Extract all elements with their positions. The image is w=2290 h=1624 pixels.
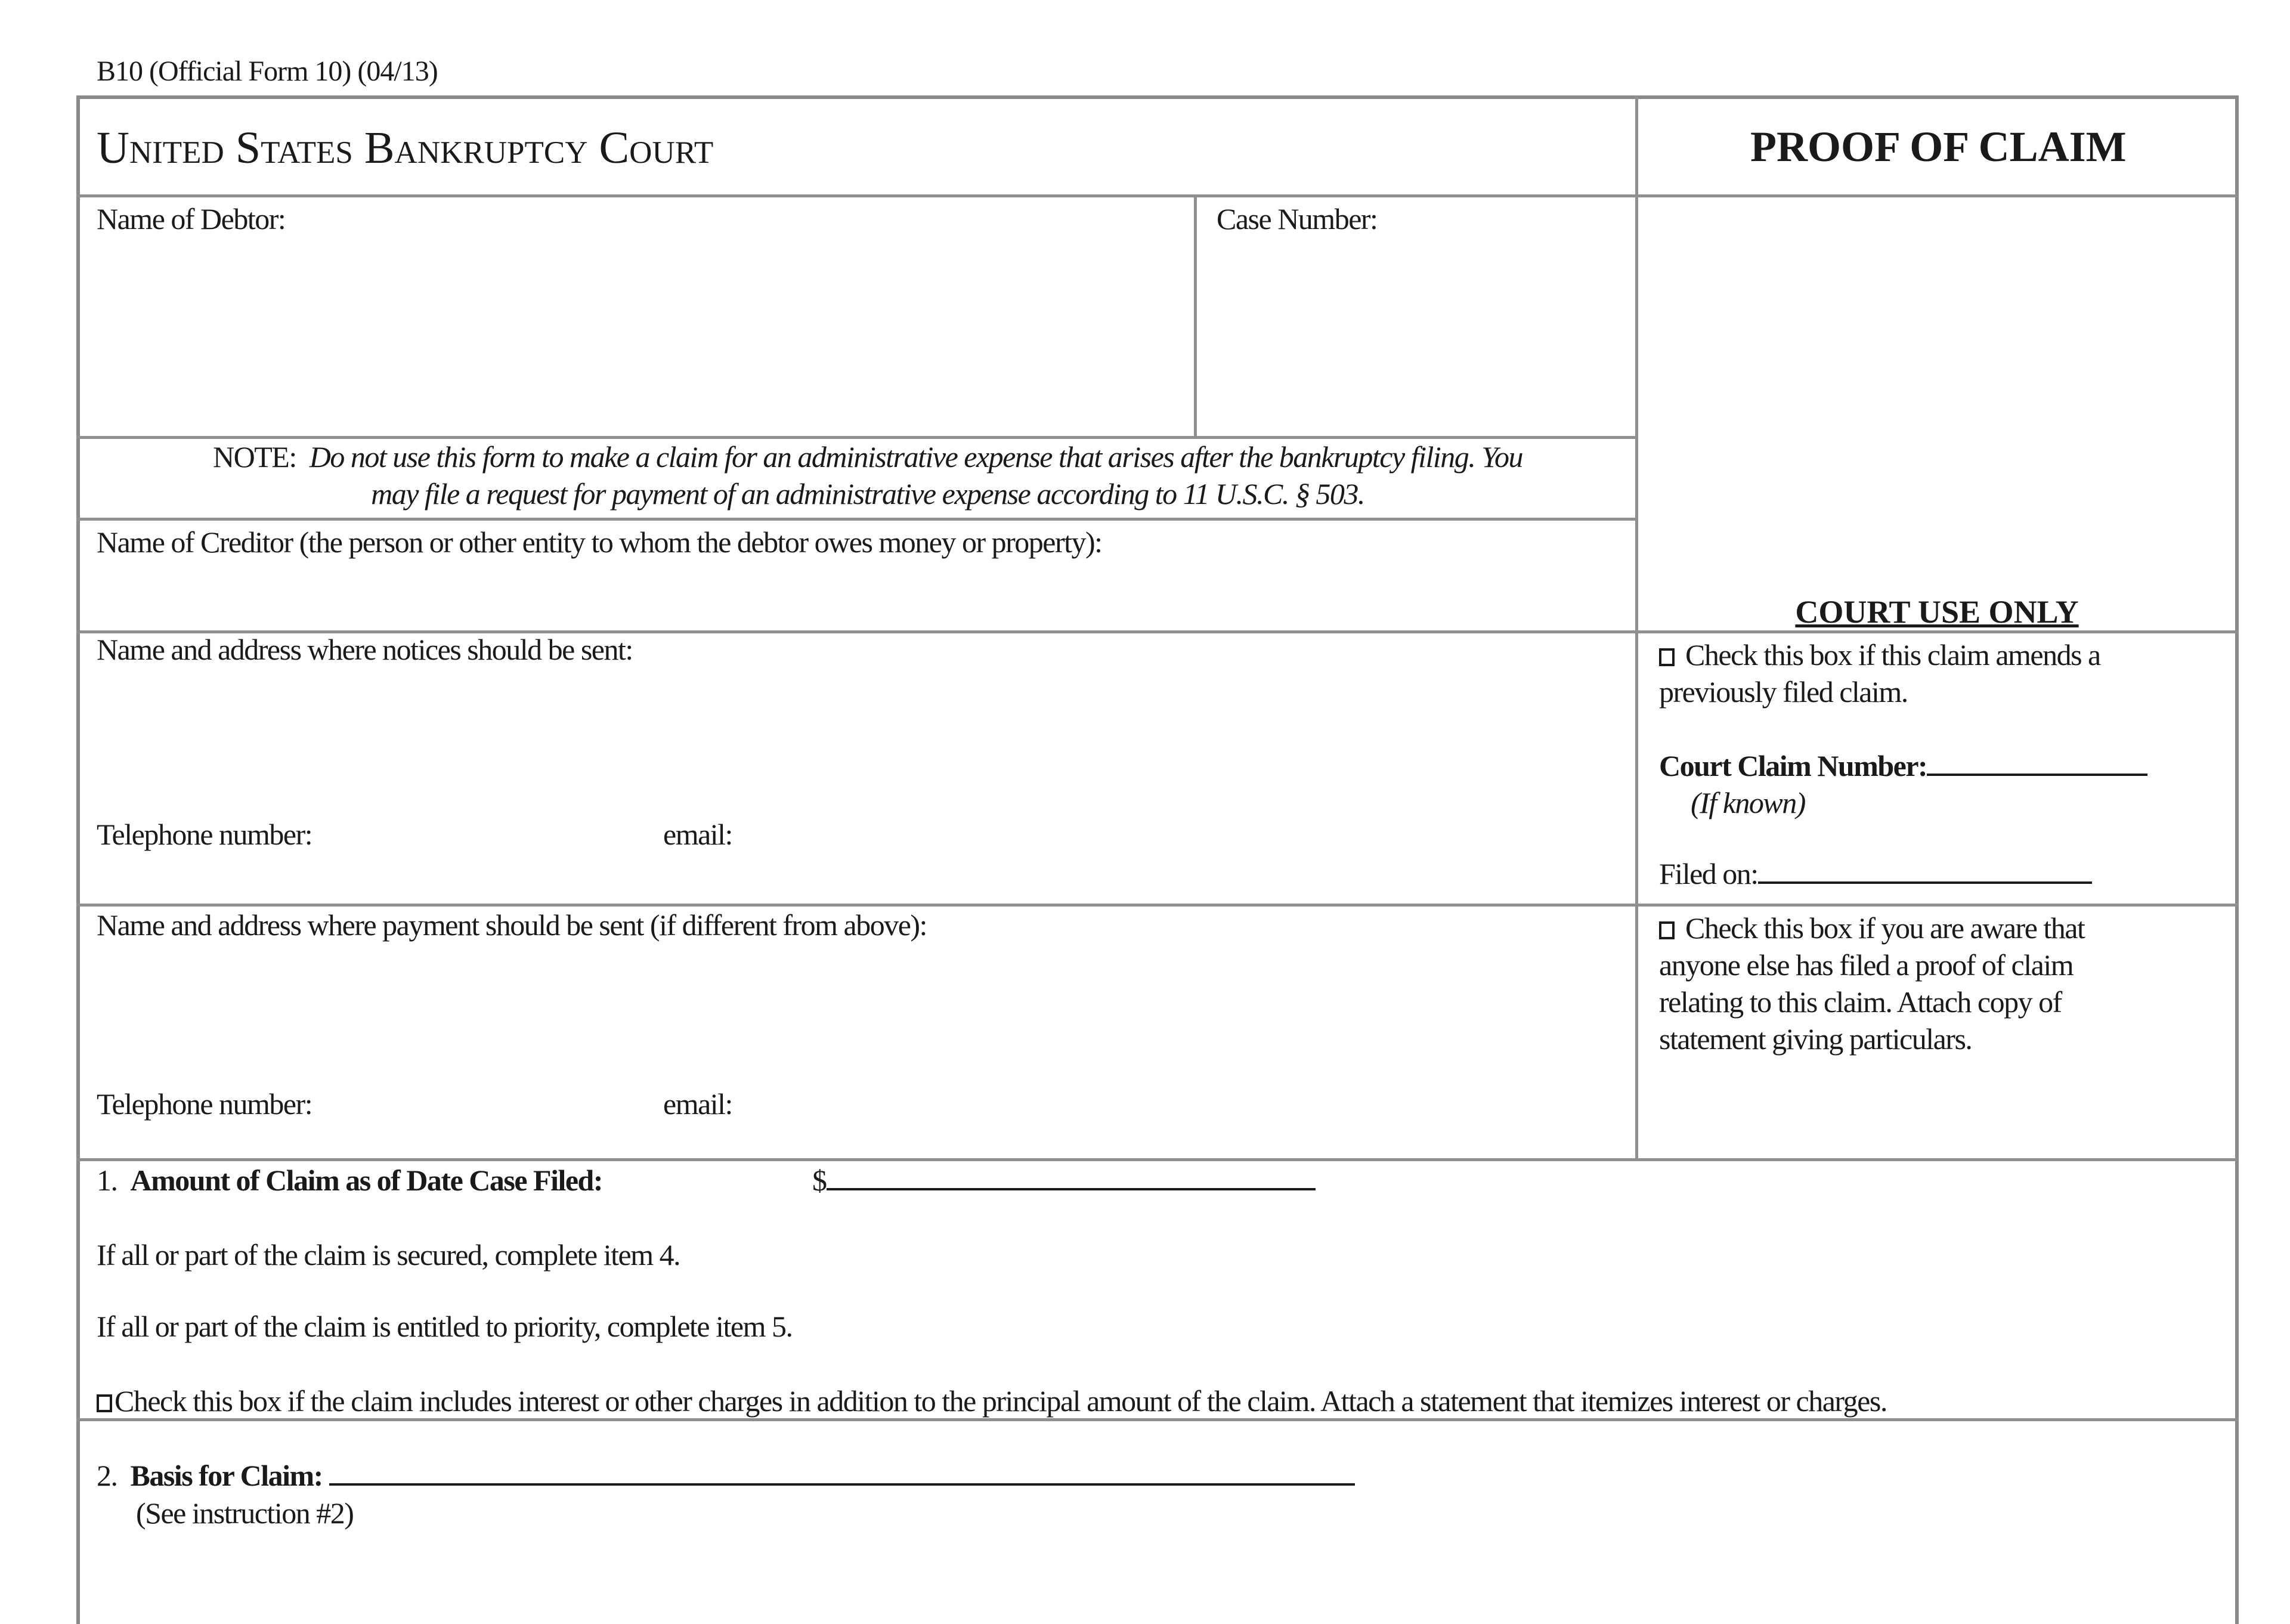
interest-checkbox-text: Check this box if the claim includes interest or other charges in addition to the principal amount of the claim. Attach a statement that itemizes interest or charges.	[114, 1384, 1887, 1418]
other-claim-checkbox[interactable]	[1659, 910, 2232, 1057]
checkbox[interactable]	[97, 1394, 112, 1412]
item1-label: Amount of Claim as of Date Case Filed:	[130, 1164, 603, 1197]
amends-text-line2: previously filed claim.	[1659, 675, 1908, 709]
currency-symbol: $	[812, 1164, 827, 1197]
claim-amount-field[interactable]	[812, 1163, 1316, 1198]
basis-for-claim-line[interactable]	[329, 1483, 1355, 1486]
note-text-line1: Do not use this form to make a claim for an administrative expense that arises after the bankruptcy filing. You	[309, 440, 1522, 474]
debtor-name-label: Name of Debtor:	[97, 202, 286, 236]
column-divider	[1194, 197, 1197, 436]
other-claim-text-line1: Check this box if you are aware that	[1685, 911, 2085, 945]
other-claim-text-line3: relating to this claim. Attach copy of	[1659, 985, 2062, 1019]
form-identifier: B10 (Official Form 10) (04/13)	[97, 55, 438, 87]
case-number-label: Case Number:	[1217, 202, 1378, 236]
item2-heading	[97, 1458, 1355, 1493]
interest-checkbox[interactable]	[97, 1384, 1887, 1418]
secured-note: If all or part of the claim is secured, complete item 4.	[97, 1238, 680, 1272]
amends-claim-checkbox[interactable]	[1659, 636, 2232, 710]
divider	[76, 194, 2239, 197]
checkbox[interactable]	[1659, 648, 1675, 666]
item2-number: 2.	[97, 1459, 117, 1492]
payment-address-label: Name and address where payment should be sent (if different from above):	[97, 908, 927, 942]
court-claim-number-label: Court Claim Number:	[1659, 749, 1927, 782]
notices-email-label: email:	[663, 818, 732, 851]
document-title: PROOF OF CLAIM	[1750, 123, 2127, 171]
note-text-line2: may file a request for payment of an administrative expense according to 11 U.S.C. § 503.	[371, 477, 1364, 511]
divider	[76, 904, 2239, 907]
divider	[76, 1418, 2239, 1421]
item2-instruction: (See instruction #2)	[136, 1496, 354, 1530]
filed-on-field[interactable]	[1659, 855, 2232, 892]
notices-telephone-label: Telephone number:	[97, 818, 312, 851]
court-claim-number-line[interactable]	[1927, 774, 2147, 776]
item2-label: Basis for Claim:	[130, 1459, 323, 1492]
column-divider	[1635, 95, 1638, 1161]
payment-telephone-label: Telephone number:	[97, 1087, 312, 1121]
court-title: United States Bankruptcy Court	[97, 123, 714, 173]
divider	[76, 518, 1635, 521]
item1-heading	[97, 1163, 602, 1198]
administrative-expense-note	[104, 438, 1631, 512]
notices-address-label: Name and address where notices should be sent:	[97, 633, 633, 666]
note-prefix: NOTE:	[213, 440, 296, 474]
creditor-name-label: Name of Creditor (the person or other entity to whom the debtor owes money or property):	[97, 525, 1102, 559]
court-use-only-label: COURT USE ONLY	[1795, 594, 2079, 630]
filed-on-label: Filed on:	[1659, 857, 1758, 890]
court-claim-number-field[interactable]	[1659, 747, 2232, 784]
priority-note: If all or part of the claim is entitled to priority, complete item 5.	[97, 1310, 793, 1343]
other-claim-text-line2: anyone else has filed a proof of claim	[1659, 948, 2074, 982]
item1-number: 1.	[97, 1164, 117, 1197]
if-known-note: (If known)	[1691, 786, 1805, 819]
claim-amount-line[interactable]	[827, 1188, 1316, 1190]
filed-on-line[interactable]	[1758, 881, 2092, 884]
other-claim-text-line4: statement giving particulars.	[1659, 1022, 1972, 1056]
divider	[76, 1158, 2239, 1161]
checkbox[interactable]	[1659, 921, 1675, 939]
amends-text-line1: Check this box if this claim amends a	[1685, 638, 2100, 672]
payment-email-label: email:	[663, 1087, 732, 1121]
